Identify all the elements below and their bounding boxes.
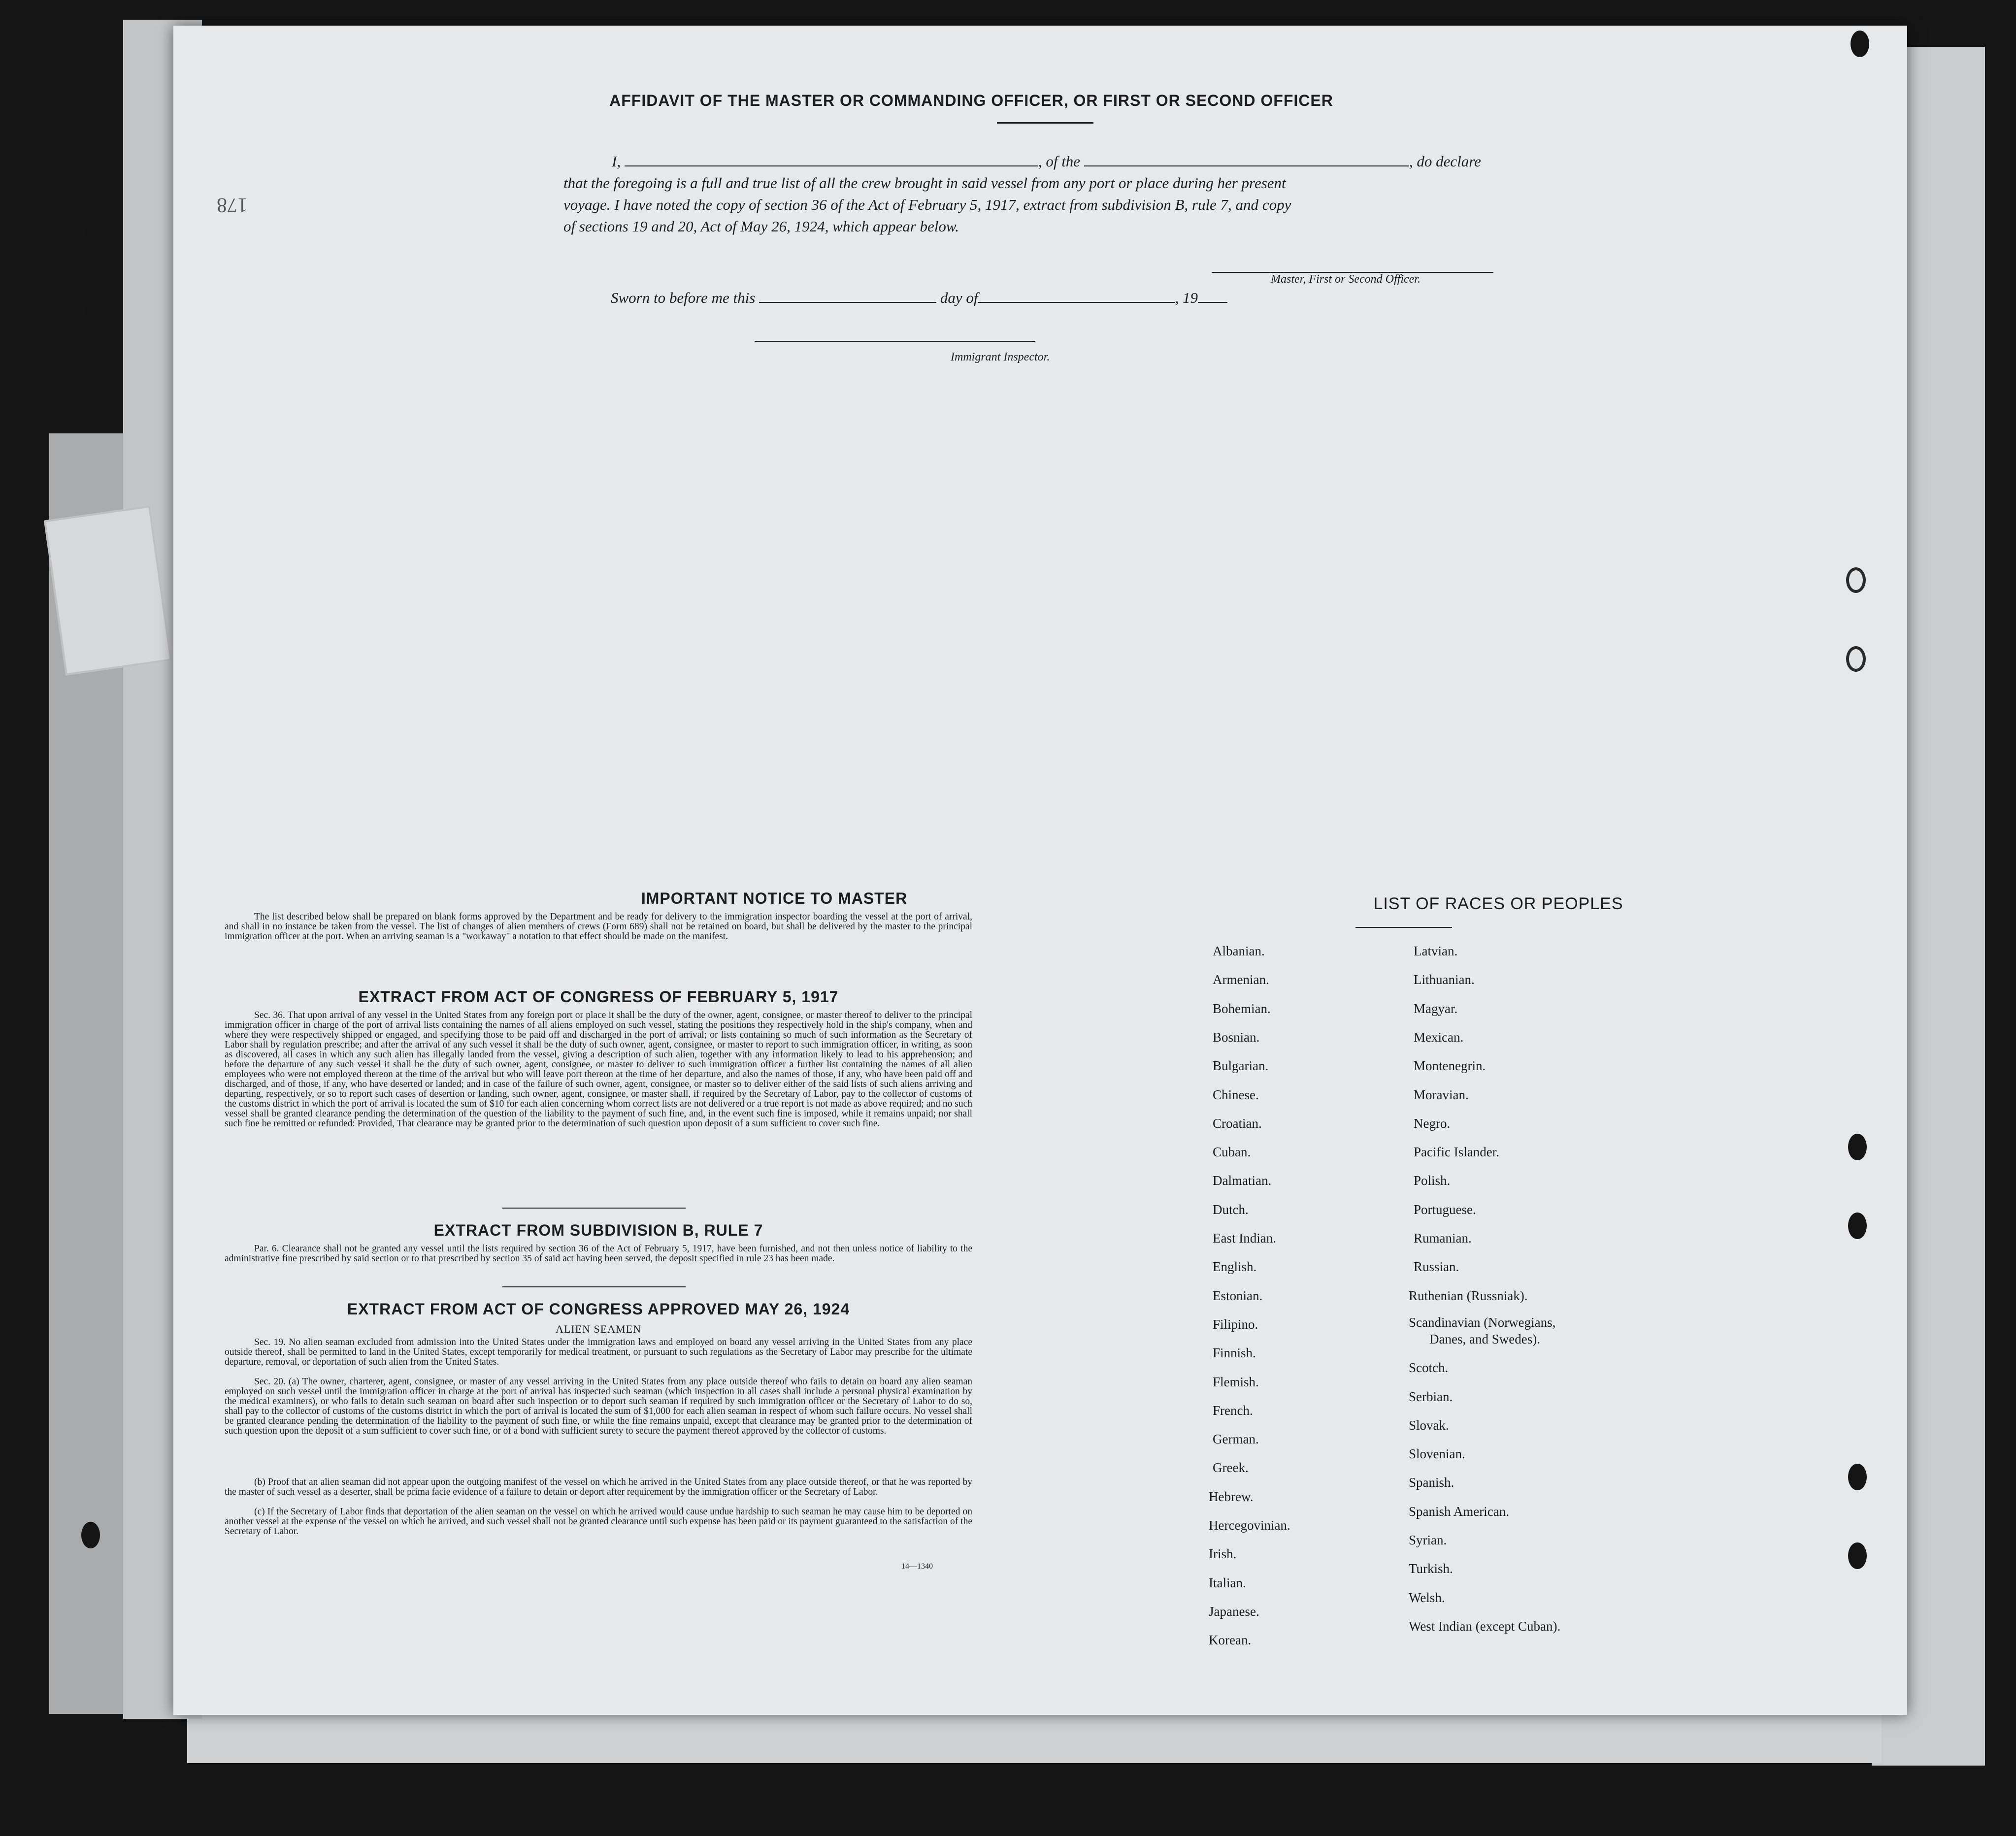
do-declare-label: , do declare [1409, 153, 1481, 170]
affidavit-line-2: that the foregoing is a full and true list of all the crew brought in said vessel from any port or place during her present [563, 174, 1286, 192]
race-item: Danes, and Swedes). [1429, 1331, 1540, 1346]
extract-1917-text: Sec. 36. That upon arrival of any vessel in the United States from any foreign port or place it shall be the duty of the owner, agent, consignee, or master thereof to deliver to the principal immigration officer in charge of the port of arrival lists containing the names of all aliens employed on such vessel, stating the positions they respectively hold in the ship's company, when and where they were respectively shipped or engaged, and specifying those to be paid off and discharged in the port of arrival; or lists containing so much of such information as the Secretary of Labor shall by regulation prescribe; and after the arrival of any such vessel it shall be the duty of such owner, agent, consignee, or master to report to such immigration officer, in writing, as soon as discovered, all cases in which any such alien has illegally landed from the vessel, giving a description of such alien, together with any information likely to lead to his apprehension; and before the departure of any such vessel it shall be the duty of such owner, agent, consignee, or master to deliver to such immigration officer a further list containing the names of all alien employees who were not employed thereon at the time of the arrival but who will leave port thereon at the time of her departure, and also the names of those, if any, who have been paid off and discharged, and of those, if any, who have deserted or landed; and in case of the failure of such owner, agent, consignee, or master so to deliver either of the said lists of such aliens arriving and departing, respectively, or so to report such cases of desertion or landing, such owner, agent, consignee, or master shall, if required by the Secretary of Labor, pay to the collector of customs of the customs district in which the port of arrival is located the sum of $10 for each alien concerning whom correct lists are not delivered or a true report is not made as above required; and no such vessel shall be granted clearance pending the determination of the question of the liability to the payment of such fine, and, in the event such fine is imposed, while it remains unpaid; nor shall such fine be remitted or refunded: Provided, That clearance may be granted prior to the determination of such question upon deposit of a sum sufficient to cover such fine. [225, 1010, 972, 1129]
extract-1917-title: EXTRACT FROM ACT OF CONGRESS OF FEBRUARY 5, 1917 [358, 988, 839, 1006]
extract-rule7-text: Par. 6. Clearance shall not be granted any vessel until the lists required by section 36 of the Act of February 5, 1917, have been furnished, and not then unless notice of liability to the administrative fine prescribed by said section or to that prescribed by section 35 of said act having been served, the deposit specified in rule 23 has been made. [225, 1244, 972, 1264]
race-item: Finnish. [1213, 1345, 1256, 1361]
year-label: , 19 [1175, 289, 1198, 306]
race-item: Spanish American. [1409, 1504, 1509, 1519]
race-item: Syrian. [1409, 1533, 1447, 1547]
title-divider [997, 122, 1093, 124]
race-item: Slovenian. [1409, 1446, 1465, 1462]
race-item: Turkish. [1409, 1561, 1453, 1576]
race-item: Croatian. [1213, 1115, 1262, 1131]
race-item: French. [1213, 1403, 1253, 1418]
races-title: LIST OF RACES OR PEOPLES [1373, 894, 1623, 913]
page-hole [1848, 1464, 1867, 1490]
document-page [173, 26, 1907, 1715]
race-item: Magyar. [1414, 1001, 1458, 1016]
year-blank[interactable] [1198, 302, 1227, 303]
race-item: Slovak. [1409, 1417, 1449, 1433]
vessel-blank[interactable] [1084, 165, 1409, 166]
race-item: Rumanian. [1414, 1231, 1472, 1246]
margin-number: 178 [217, 194, 248, 216]
race-item: Estonian. [1213, 1288, 1263, 1303]
race-item: Welsh. [1409, 1590, 1445, 1605]
race-item: Negro. [1414, 1115, 1451, 1131]
signature-caption: Master, First or Second Officer. [1271, 273, 1421, 286]
affidavit-line-3: voyage. I have noted the copy of section 36 of the Act of February 5, 1917, extract from subdivision B, rule 7, and copy [563, 196, 1291, 213]
race-item: Dalmatian. [1213, 1173, 1272, 1188]
race-item: Armenian. [1213, 972, 1269, 987]
race-item: Dutch. [1213, 1202, 1249, 1217]
month-blank[interactable] [978, 302, 1175, 303]
notice-text: The list described below shall be prepared on blank forms approved by the Department and be ready for delivery to the immigration inspector boarding the vessel at the port of arrival, and shall in no instance be taken from the vessel. The list of changes of alien members of crews (Form 689) shall not be retained on board, but shall be delivered by the master to the principal immigration officer at the port. When an arriving seaman is a "workaway" a notation to that effect should be made on the manifest. [225, 912, 972, 942]
race-item: Polish. [1414, 1173, 1451, 1188]
race-item: Greek. [1213, 1460, 1249, 1475]
page-hole [1848, 1213, 1867, 1239]
race-item: Russian. [1414, 1259, 1459, 1275]
extract-1924-subtitle: ALIEN SEAMEN [556, 1323, 641, 1335]
divider [502, 1208, 686, 1209]
race-item: Bosnian. [1213, 1029, 1260, 1045]
extract-1924-sec20b: (b) Proof that an alien seaman did not appear upon the outgoing manifest of the vessel on which he arrived in the United States from any place outside thereof, or that he was reported by the master of such vessel as a deserter, shall be prima facie evidence of a failure to detain or deport after requirement by the immigration officer or the Secretary of Labor. [225, 1477, 972, 1497]
race-item: Scandinavian (Norwegians, [1409, 1314, 1556, 1330]
paper-stamp-remnant [44, 505, 172, 675]
page-hole-open [1846, 567, 1866, 593]
race-item: Italian. [1209, 1575, 1246, 1590]
race-item: Japanese. [1209, 1604, 1259, 1619]
race-item: Irish. [1209, 1546, 1237, 1562]
race-item: Mexican. [1414, 1029, 1464, 1045]
form-number: 14—1340 [901, 1562, 933, 1571]
binder-hole [84, 298, 102, 325]
race-item: Filipino. [1213, 1316, 1258, 1332]
affidavit-title: AFFIDAVIT OF THE MASTER OR COMMANDING OFFICER, OR FIRST OR SECOND OFFICER [609, 92, 1333, 109]
race-item: Serbian. [1409, 1389, 1453, 1404]
binder-hole [84, 219, 102, 246]
binder-hole [81, 1522, 100, 1548]
extract-1924-sec20a: Sec. 20. (a) The owner, charterer, agent, consignee, or master of any vessel arriving in the United States from any place outside thereof who fails to detain on board any alien seaman employed on such vessel until the immigration officer in charge at the port of arrival has inspected such seaman (which inspection in all cases shall include a personal physical examination by the medical examiners), or who fails to detain such seaman on board after such inspection or to deport such seaman if required by such immigration officer or the Secretary of Labor to do so, shall pay to the collector of customs of the customs district in which the port of arrival is located the sum of $1,000 for each alien seaman in respect of whom such failure occurs. No vessel shall be granted clearance pending the determination of the liability to the payment of such fine, or while the fine remains unpaid, except that clearance may be granted prior to the determination of such question upon the deposit of a sum sufficient to cover such fine, or of a bond with sufficient surety to secure the payment thereof approved by the collector of customs. [225, 1377, 972, 1436]
inspector-caption: Immigrant Inspector. [951, 351, 1050, 363]
race-item: Bulgarian. [1213, 1058, 1269, 1074]
day-of-label: day of [940, 289, 978, 306]
sworn-label: Sworn to before me this [611, 289, 756, 306]
race-item: West Indian (except Cuban). [1409, 1618, 1561, 1634]
page-hole [1848, 1134, 1867, 1160]
day-blank[interactable] [759, 302, 936, 303]
page-hole [1848, 1542, 1867, 1569]
race-item: Chinese. [1213, 1087, 1259, 1102]
name-blank[interactable] [625, 165, 1038, 166]
race-item: Flemish. [1213, 1374, 1259, 1389]
race-item: English. [1213, 1259, 1257, 1275]
extract-rule7-title: EXTRACT FROM SUBDIVISION B, RULE 7 [433, 1221, 763, 1239]
inspector-signature-line[interactable] [755, 341, 1035, 342]
extract-1924-sec20c: (c) If the Secretary of Labor finds that deportation of the alien seaman on the vessel on which he arrived would cause undue hardship to such seaman he may cause him to be deported on another vessel at the expense of the vessel on which he arrived, and such vessel shall not be granted clearance until such expense has been paid or its payment guaranteed to the satisfaction of the Secretary of Labor. [225, 1507, 972, 1537]
race-item: Spanish. [1409, 1475, 1454, 1490]
sworn-line [611, 289, 1227, 307]
race-item: Portuguese. [1414, 1202, 1476, 1217]
page-hole-open [1846, 646, 1866, 672]
i-label: I, [612, 153, 621, 170]
race-item: Korean. [1209, 1633, 1252, 1648]
race-item: Albanian. [1213, 944, 1265, 958]
race-item: German. [1213, 1432, 1259, 1447]
race-item: Ruthenian (Russniak). [1409, 1288, 1528, 1303]
affidavit-line-4: of sections 19 and 20, Act of May 26, 1924, which appear below. [563, 218, 959, 235]
affidavit-line-1 [612, 153, 1695, 170]
race-item: Pacific Islander. [1414, 1145, 1499, 1160]
notice-title: IMPORTANT NOTICE TO MASTER [641, 889, 908, 907]
extract-1924-sec19: Sec. 19. No alien seaman excluded from admission into the United States under the immigration laws and employed on board any vessel arriving in the United States from any place outside thereof, shall be permitted to land in the United States, except temporarily for medical treatment, or pursuant to such regulations as the Secretary of Labor may prescribe for the ultimate departure, removal, or deportation of such alien from the United States. [225, 1337, 972, 1367]
race-item: Cuban. [1213, 1145, 1251, 1160]
races-title-divider [1355, 927, 1452, 928]
divider [502, 1286, 686, 1287]
race-item: Bohemian. [1213, 1001, 1271, 1016]
extract-1924-title: EXTRACT FROM ACT OF CONGRESS APPROVED MAY 26, 1924 [347, 1300, 850, 1318]
race-item: Hercegovinian. [1209, 1518, 1290, 1533]
page-hole [1851, 31, 1869, 57]
race-item: Lithuanian. [1414, 972, 1475, 987]
race-item: Scotch. [1409, 1360, 1449, 1376]
of-the-label: , of the [1038, 153, 1081, 170]
race-item: Hebrew. [1209, 1489, 1254, 1504]
race-item: Montenegrin. [1414, 1058, 1486, 1074]
race-item: East Indian. [1213, 1231, 1276, 1246]
race-item: Moravian. [1414, 1087, 1469, 1102]
race-item: Latvian. [1414, 944, 1458, 958]
